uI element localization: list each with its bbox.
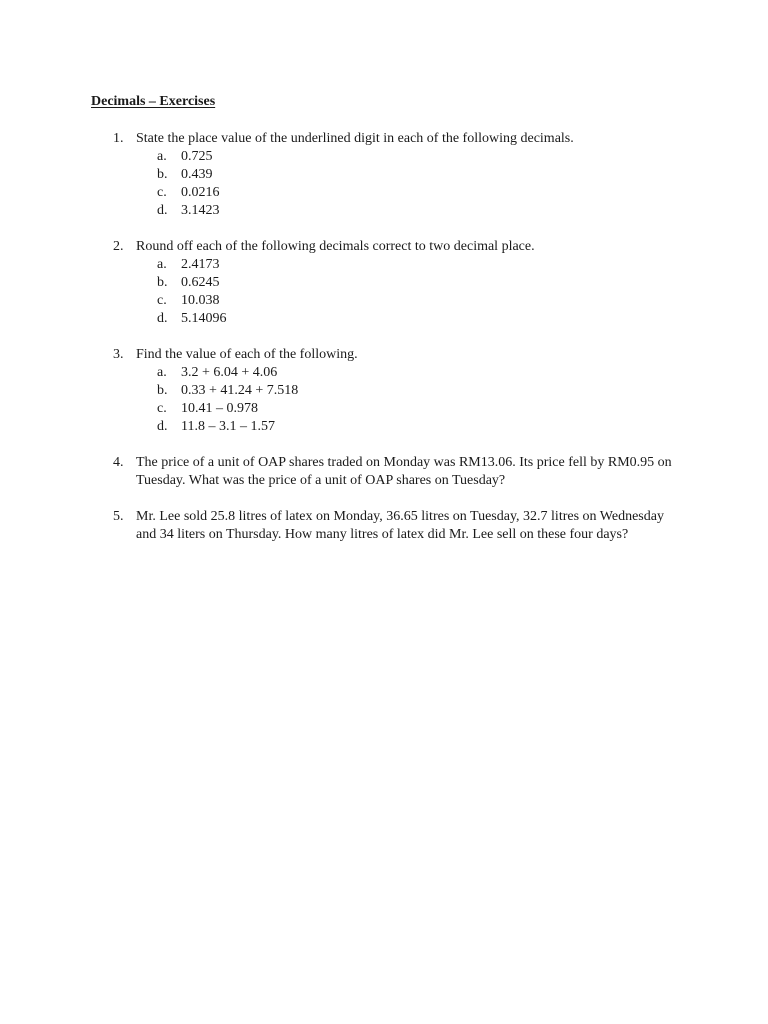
sub-question-letter: d. [157, 419, 168, 434]
page-title: Decimals – Exercises [91, 94, 216, 109]
sub-question-letter: c. [157, 401, 167, 416]
sub-question-letter: a. [157, 257, 167, 272]
sub-question-list [0, 364, 768, 436]
question-text: The price of a unit of OAP shares traded on Monday was RM13.06. Its price fell by RM0.95 on Tuesday. What was the price of a unit of OAP shares on Tuesday? [136, 455, 672, 488]
sub-question-value: 3.1423 [181, 203, 220, 218]
sub-question-list [0, 148, 768, 220]
sub-question-value: 10.41 – 0.978 [181, 401, 258, 416]
question-number: 5. [113, 509, 124, 524]
question-text: Find the value of each of the following. [136, 347, 358, 362]
sub-question-item [0, 274, 768, 292]
sub-question-letter: d. [157, 311, 168, 326]
sub-question-letter: a. [157, 149, 167, 164]
sub-question-letter: b. [157, 275, 168, 290]
sub-question-letter: c. [157, 293, 167, 308]
sub-question-item [0, 418, 768, 436]
question-text: Round off each of the following decimals correct to two decimal place. [136, 239, 535, 254]
sub-question-item [0, 382, 768, 400]
question-text: State the place value of the underlined digit in each of the following decimals. [136, 131, 574, 146]
question-item [0, 238, 768, 328]
question-number: 4. [113, 455, 124, 470]
question-number: 2. [113, 239, 124, 254]
question-number: 3. [113, 347, 124, 362]
question-item [0, 454, 768, 490]
sub-question-value: 0.33 + 41.24 + 7.518 [181, 383, 299, 398]
sub-question-letter: d. [157, 203, 168, 218]
question-item [0, 508, 768, 544]
question-item [0, 346, 768, 436]
sub-question-item [0, 292, 768, 310]
sub-question-item [0, 202, 768, 220]
sub-question-value: 10.038 [181, 293, 220, 308]
question-list [0, 130, 768, 562]
sub-question-letter: a. [157, 365, 167, 380]
sub-question-letter: c. [157, 185, 167, 200]
sub-question-value: 11.8 – 3.1 – 1.57 [181, 419, 275, 434]
sub-question-value: 2.4173 [181, 257, 220, 272]
sub-question-value: 5.14096 [181, 311, 227, 326]
question-number: 1. [113, 131, 124, 146]
question-text: Mr. Lee sold 25.8 litres of latex on Monday, 36.65 litres on Tuesday, 32.7 litres on Wednesday and 34 liters on Thursday. How many litres of latex did Mr. Lee sell on these four days? [136, 509, 664, 542]
sub-question-value: 0.0216 [181, 185, 220, 200]
sub-question-value: 3.2 + 6.04 + 4.06 [181, 365, 278, 380]
sub-question-letter: b. [157, 383, 168, 398]
sub-question-item [0, 364, 768, 382]
sub-question-value: 0.725 [181, 149, 213, 164]
sub-question-item [0, 148, 768, 166]
sub-question-item [0, 310, 768, 328]
sub-question-item [0, 184, 768, 202]
sub-question-value: 0.6245 [181, 275, 220, 290]
sub-question-item [0, 166, 768, 184]
sub-question-item [0, 400, 768, 418]
sub-question-list [0, 256, 768, 328]
sub-question-letter: b. [157, 167, 168, 182]
question-item [0, 130, 768, 220]
sub-question-value: 0.439 [181, 167, 213, 182]
sub-question-item [0, 256, 768, 274]
